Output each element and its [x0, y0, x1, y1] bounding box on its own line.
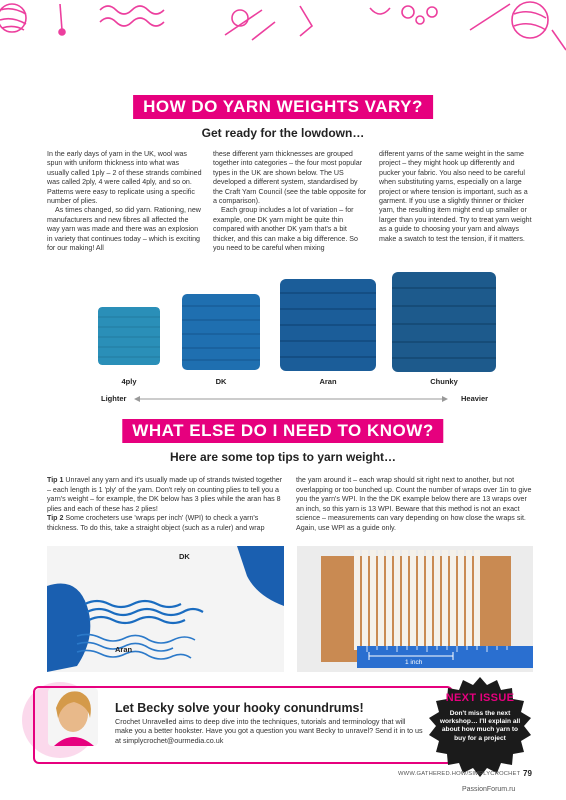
weight-scale-arrow: [134, 395, 448, 403]
becky-avatar: [18, 678, 102, 762]
swatch-label-chunky: Chunky: [430, 377, 458, 386]
swatch-label-aran: Aran: [319, 377, 337, 386]
watermark: PassionForum.ru: [462, 786, 516, 793]
paragraph: As times changed, so did yarn. Rationing, new manufacturers and new fibres all affected the way yarn was made and there was an explosion in variety that continues today – which is exciting for our making! All: [47, 206, 201, 253]
tips-column-2: [296, 476, 532, 533]
swatch-chunky: [392, 272, 496, 372]
body-column-2: [213, 150, 368, 253]
craft-illustration-header: [0, 0, 566, 62]
tip-text: Unravel any yarn and it's usually made up of strands twisted together – each length is 1 'ply' of the yarn. Don't rely on counting plies to tell you a yarn's weight – for example, the DK below has 3 plies while the aran has 8 plies and each of these has 2 plies!: [47, 476, 283, 513]
tips-column-1: [47, 476, 283, 533]
wpi-illustration: [297, 546, 533, 672]
swatch-label-4ply: 4ply: [121, 377, 137, 386]
tip-label: Tip 1: [47, 476, 64, 484]
swatch-aran: [280, 279, 376, 371]
footer-url: WWW.GATHERED.HOW/SIMPLYCROCHET: [398, 771, 521, 777]
tip-label: Tip 2: [47, 514, 64, 522]
photo-wraps-per-inch: [297, 546, 533, 672]
swatch-4ply: [98, 307, 160, 365]
next-issue-text: Don't miss the next workshop… I'll explain all about how much yarn to buy for a project: [439, 710, 521, 742]
photo-label-aran: Aran: [115, 645, 133, 654]
becky-text: Crochet Unravelled aims to deep dive into the techniques, tutorials and terminology that will make you a better hookster. Have you got a question you want Becky to unravel? Send it in to us at simplycrochet@ourmedia.co.uk: [115, 717, 423, 745]
paragraph: these different yarn thicknesses are grouped together into categories – the four most popular types in the UK are shown below. The US developed a different system, standardised by the Craft Yarn Council (see the table opposite for a comparison).: [213, 150, 367, 206]
paragraph: different yarns of the same weight in the same project – they might hook up differently and pucker your fabric. You also need to be careful when substituting yarns, especially on a large project or where tension is important, such as a garment. If you use a slightly thinner or thicker yarn, the resulting item might end up smaller or larger than you intended. Try to treat yarn weight as a guide to choosing your yarn and always make a swatch to test the tension, if it matters.: [379, 150, 532, 243]
photo-unravelled-yarn: [47, 546, 284, 672]
swatch-label-dk: DK: [215, 377, 227, 386]
tip-paragraph: [47, 476, 283, 514]
section-banner-yarn-weights: HOW DO YARN WEIGHTS VARY?: [133, 95, 433, 119]
section-banner-what-else: WHAT ELSE DO I NEED TO KNOW?: [122, 419, 443, 443]
page-number: 79: [523, 769, 532, 778]
paragraph: Each group includes a lot of variation – for example, one DK yarn might be quite thin compared with another DK yarn that's a bit thicker, and this can make a big difference. So you need to be careful when mixing: [213, 206, 358, 253]
becky-title: Let Becky solve your hooky conundrums!: [115, 701, 364, 715]
tip-paragraph: [47, 514, 283, 533]
next-issue-title: NEXT ISSUE: [445, 692, 515, 704]
tip-paragraph: the yarn around it – each wrap should sit right next to another, but not overlapping or too bunched up. Count the number of wraps over 1in to give you the yarn's WPI. In the the DK example below there are 13 wraps over an inch, so this yarn is 13 WPI. Beware that this method is not an exact science – measurements can vary depending on how close the wraps sit. Again, use WPI as a guide only.: [296, 476, 532, 532]
scale-label-lighter: Lighter: [101, 394, 127, 403]
photo-label-inch: 1 inch: [405, 659, 423, 666]
section-subheading: Here are some top tips to yarn weight…: [169, 450, 397, 464]
body-column-1: [47, 150, 202, 253]
body-column-3: [379, 150, 534, 244]
photo-label-dk: DK: [179, 552, 190, 561]
tip-text: Some crocheters use 'wraps per inch' (WPI) to check a yarn's thickness. To do this, take a straight object (such as a ruler) and wrap: [47, 514, 265, 532]
scale-label-heavier: Heavier: [461, 394, 489, 403]
paragraph: In the early days of yarn in the UK, wool was spun with uniform thickness into what was usually called 1ply – 2 of these strands combined was called 2ply, 4 were called 4ply, and so on. Patterns were easy to replicate using a specific number of plies.: [47, 150, 202, 206]
section-subheading: Get ready for the lowdown…: [201, 126, 365, 140]
unravelled-yarn-illustration: [47, 546, 284, 672]
swatch-dk: [182, 294, 260, 370]
